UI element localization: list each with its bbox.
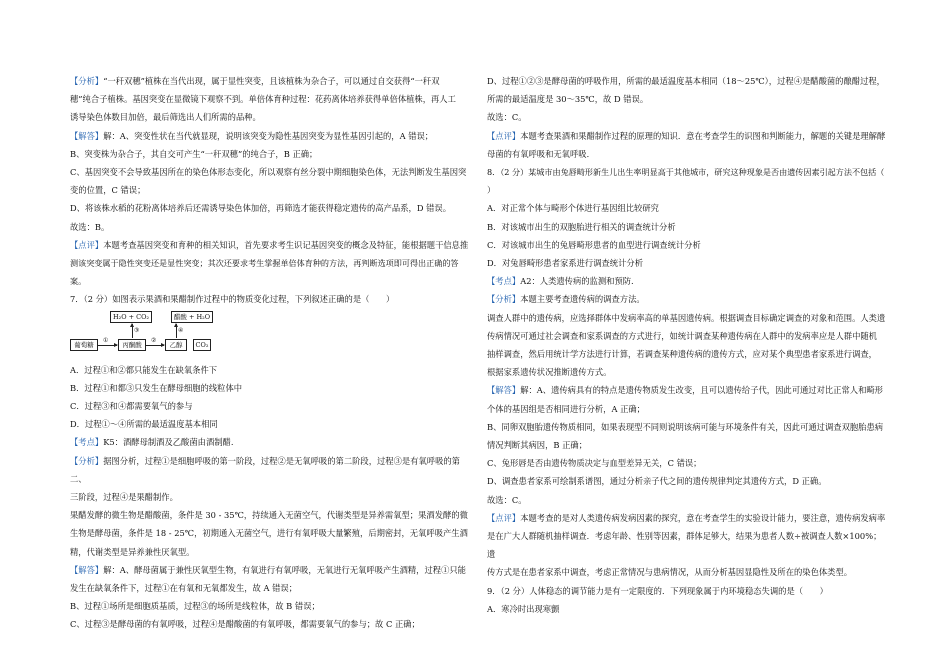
- q7-option-a: A．过程①和②都只能发生在缺氧条件下: [70, 364, 218, 375]
- box-vinegar-h2o: 醋酸 + H₂O: [171, 311, 213, 323]
- q6-answer: [70, 127, 470, 145]
- arrow-pyruvate-ethanol: [146, 345, 164, 346]
- mark-4: ④: [178, 326, 184, 334]
- q7-answer-line: B、过程①场所是细胞质基质，过程③的场所是线粒体，故 B 错误；: [70, 601, 320, 612]
- box-co2: CO₂: [193, 339, 211, 351]
- q7-choice: 故选：C。: [487, 112, 527, 123]
- q8-answer: [487, 381, 887, 399]
- q6-analysis-line: 穗”纯合子植株。基因突变在显微镜下观察不到。单倍体育种过程：花药离体培养获得单倍体植株，再人工: [70, 94, 456, 105]
- q7-analysis-line: 精，代谢类型是异养兼性厌氧型。: [70, 546, 195, 557]
- q8-option-b: B．对该城市出生的双胞胎进行相关的调查统计分析: [487, 221, 676, 232]
- q8-stem-line: ）: [487, 185, 496, 196]
- q7-option-d: D．过程①～④所需的最适温度基本相同: [70, 419, 218, 430]
- q7-comment-line: 母菌的有氧呼吸和无氧呼吸．: [487, 148, 595, 159]
- arrow-pyruvate-h2o: [132, 324, 133, 338]
- q7-answer-line: C、过程③是酵母菌的有氧呼吸，过程④是醋酸菌的有氧呼吸，都需要氧气的参与；故 C 正确；: [70, 619, 420, 630]
- q8-analysis-line: 根据家系遗传状况推断遗传方式。: [487, 367, 612, 378]
- q8-answer-line: 个体的基因组是否相同进行分析，A 正确；: [487, 403, 645, 414]
- q7-answer-line: D、过程①②③是酵母菌的呼吸作用，所需的最适温度基本相同（18～25℃），过程④是醋酸菌的酿醋过程，: [487, 76, 885, 86]
- q9-option-a: A．寒冷时出现寒颤: [487, 603, 560, 614]
- section-tag: 【分析】: [70, 76, 104, 86]
- q7-option-c: C．过程③和④都需要氧气的参与: [70, 401, 193, 412]
- q6-comment: [70, 236, 470, 254]
- q6-answer-line: C、基因突变不会导致基因所在的染色体形态变化，所以观察有丝分裂中期细胞染色体，无法判断发生基因突: [70, 167, 467, 178]
- section-text: 解：A、突变性状在当代就显现，说明该突变为隐性基因突变为显性基因引起的，A 错误；: [103, 130, 434, 141]
- q8-option-d: D．对兔唇畸形患者家系进行调查统计分析: [487, 258, 643, 269]
- mark-3: ③: [134, 326, 140, 334]
- box-pyruvate: 丙酮酸: [118, 339, 146, 351]
- section-tag: 【解答】: [487, 385, 521, 396]
- box-ethanol: 乙醇: [165, 339, 187, 351]
- section-text: 本题考查果酒和果醋制作过程的原理的知识．意在考查学生的识图和判断能力，解题的关键是理解酵: [520, 130, 886, 141]
- q8-analysis: [487, 290, 887, 308]
- q6-analysis: [70, 72, 470, 90]
- section-text: “一秆双穗”植株在当代出现，属于显性突变，且该植株为杂合子，可以通过自交获得“一秆双: [103, 76, 440, 86]
- q7-answer: [70, 561, 470, 579]
- q7-analysis-line: 果醋发酵的微生物是醋酸菌，条件是 30 - 35℃，持续通入无菌空气，代谢类型是异养需氧型；果酒发酵的微: [70, 510, 468, 521]
- q6-choice: 故选：B。: [70, 221, 110, 232]
- q8-answer-line: D、调查患者家系可绘制系谱图，通过分析亲子代之间的遗传规律判定其遗传方式，D 正确。: [487, 476, 827, 487]
- q8-stem: 8．（2 分）某城市由兔唇畸形新生儿出生率明显高于其他城市，研究这种现象是否由遗传因素引起方法不包括（: [487, 167, 885, 178]
- section-tag: 【考点】: [487, 276, 521, 287]
- q7-answer-line: 所需的最适温度是 30～35℃，故 D 错误。: [487, 94, 649, 105]
- q7-answer-line: 发生在缺氧条件下，过程①在有氧和无氧都发生，故 A 错误；: [70, 583, 297, 594]
- q6-answer-line: B、突变株为杂合子，其自交可产生“一秆双穗”的纯合子，B 正确；: [70, 148, 318, 159]
- q8-option-c: C．对该城市出生的兔唇畸形患者的血型进行调查统计分析: [487, 239, 701, 250]
- q7-option-b: B．过程①和都③只发生在酵母细胞的线粒体中: [70, 382, 243, 393]
- arrow-ethanol-vinegar: [176, 324, 177, 338]
- q8-analysis-line: 抽样调查，然后用统计学方法进行计算，若调查某种遗传病的遗传方式，应对某个典型患者家系进行调查，: [487, 349, 877, 360]
- section-tag: 【考点】: [70, 437, 104, 448]
- q8-comment: [487, 509, 887, 527]
- q6-answer-line: 变的位置，C 错误；: [70, 185, 146, 196]
- q6-comment-line: 测该突变属于隐性突变还是显性突变；其次还要求考生掌握单倍体育种的方法，再判断选项即可得出正确的答案。: [70, 258, 459, 287]
- q7-analysis-line: 生物是酵母菌，条件是 18 - 25℃，初期通入无菌空气，进行有氧呼吸大量繁殖，后期密封，无氧呼吸产生酒: [70, 528, 468, 539]
- q8-choice: 故选：C。: [487, 494, 527, 505]
- mark-1: ①: [103, 336, 109, 344]
- section-text: A2：人类遗传病的监测和预防.: [520, 276, 634, 287]
- section-text: 解：A、酵母菌属于兼性厌氧型生物，有氧进行有氧呼吸，无氧进行无氧呼吸产生酒精，过程①只能: [103, 564, 466, 575]
- section-tag: 【分析】: [70, 455, 104, 466]
- right-column: [487, 72, 887, 618]
- section-tag: 【点评】: [487, 130, 521, 141]
- q7-point: [70, 433, 470, 451]
- section-text: 本题考查的是对人类遗传病发病因素的探究，意在考查学生的实验设计能力，要注意，遗传病发病率: [520, 512, 886, 523]
- box-h2o-co2: H₂O + CO₂: [110, 311, 152, 323]
- q8-comment-line: 是在广大人群随机抽样调查．考虑年龄、性别等因素，群体足够大，结果为患者人数÷被调查人数×100%；遗: [487, 531, 882, 560]
- q6-analysis-line: 诱导染色体数目加倍，最后筛选出人们所需的品种。: [70, 112, 261, 123]
- q9-stem: 9．（2 分）人体稳态的调节能力是有一定限度的．下列现象属于内环境稳态失调的是（ ）: [487, 585, 828, 596]
- q8-analysis-line: 调查人群中的遗传病，应选择群体中发病率高的单基因遗传病。根据调查目标确定调查的对象和范围。人类遗: [487, 312, 886, 323]
- q8-answer-line: 情况判断其病因，B 正确；: [487, 440, 588, 451]
- q8-option-a: A．对正常个体与畸形个体进行基因组比较研究: [487, 203, 659, 214]
- section-tag: 【点评】: [487, 512, 521, 523]
- q7-analysis: [70, 452, 470, 488]
- section-text: K5：酒酵母制酒及乙酸菌由酒制醋.: [103, 437, 234, 448]
- arrow-glucose-pyruvate: [98, 345, 117, 346]
- q8-answer-line: C、兔形唇是否由遗传物质决定与血型差异无关，C 错误；: [487, 458, 702, 469]
- section-tag: 【分析】: [487, 294, 521, 305]
- q8-answer-line: B、同卵双胞胎遗传物质相同，如果表现型不同则说明该病可能与环境条件有关，因此可通过调查双胞胎患病: [487, 421, 884, 432]
- section-tag: 【解答】: [70, 564, 104, 575]
- q7-stem: 7．（2 分）如图表示果酒和果醋制作过程中的物质变化过程，下列叙述正确的是（ ）: [70, 294, 395, 305]
- section-tag: 【解答】: [70, 130, 104, 141]
- q6-answer-line: D、将该株水稻的花粉离体培养后还需诱导染色体加倍，再筛选才能获得稳定遗传的高产品系，D 错误。: [70, 203, 452, 214]
- box-glucose: 葡萄糖: [70, 339, 98, 351]
- q8-analysis-line: 传病情况可通过社会调查和家系调查的方式进行，如统计调查某种遗传病在人群中的发病率应是人群中随机: [487, 330, 877, 341]
- q7-analysis-line: 三阶段，过程④是果醋制作。: [70, 492, 178, 503]
- section-tag: 【点评】: [70, 239, 104, 250]
- mark-2: ②: [151, 336, 157, 344]
- section-text: 解：A、遗传病具有的特点是遗传物质发生改变，且可以遗传给子代，因此可通过对比正常人和畸形: [520, 385, 883, 396]
- section-text: 据图分析，过程①是细胞呼吸的第一阶段，过程②是无氧呼吸的第二阶段，过程③是有氧呼吸的第二、: [70, 455, 460, 484]
- section-text: 本题考查基因突变和育种的相关知识，首先要求考生识记基因突变的概念及特征，能根据题干信息推: [103, 239, 469, 250]
- section-text: 本题主要考查遗传病的调查方法。: [520, 294, 645, 305]
- q7-comment: [487, 127, 887, 145]
- q8-point: [487, 272, 887, 290]
- q7-diagram: [70, 311, 470, 359]
- left-column: [70, 72, 470, 634]
- q8-comment-line: 传方式是在患者家系中调查，考虑正常情况与患病情况，从而分析基因显隐性及所在的染色体类型。: [487, 567, 853, 578]
